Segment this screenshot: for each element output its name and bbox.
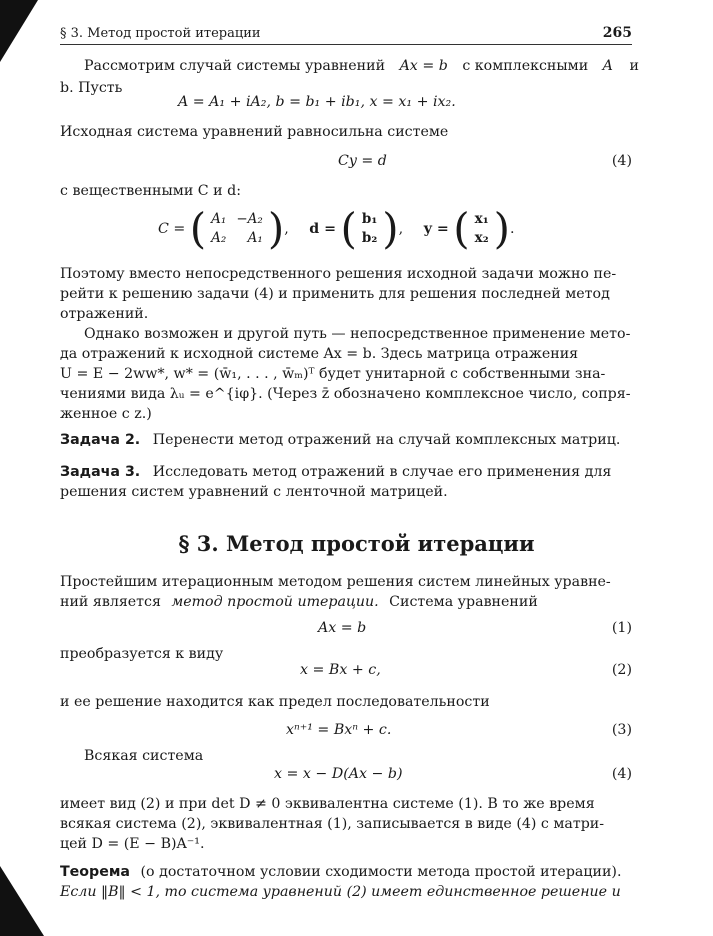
p3-line3: отражений. <box>60 306 149 322</box>
matrix-C <box>206 210 268 248</box>
p3-line1: Поэтому вместо непосредственного решения исходной задачи можно пе- <box>60 266 617 282</box>
p5-text-b: Система уравнений <box>389 594 538 610</box>
equation-number-3: (3) <box>611 722 632 738</box>
vector-d <box>357 210 382 248</box>
text-after-eq1: преобразуется к виду <box>60 646 224 662</box>
matrix-C-label: C = <box>158 221 186 237</box>
equation-3: xⁿ⁺¹ = Bxⁿ + c. <box>286 722 392 738</box>
p4-line2: да отражений к исходной системе Ax = b. Здесь матрица отражения <box>60 346 579 362</box>
text-after-eq2: и ее решение находится как предел последовательности <box>60 694 490 710</box>
p6-line1: имеет вид (2) и при det D ≠ 0 эквивалентна системе (1). В то же время <box>60 796 595 812</box>
p5-line1: Простейшим итерационным методом решения систем линейных уравне- <box>60 574 611 590</box>
p1-text-a: Рассмотрим случай системы уравнений <box>84 58 386 74</box>
matrix-C-cell: −A₂ <box>236 211 263 227</box>
task2-label: Задача 2. <box>60 432 141 448</box>
p1-line1 <box>84 56 639 76</box>
equation-2: x = Bx + c, <box>300 662 381 678</box>
p1-text-d: и <box>629 58 639 74</box>
theorem-label: Теорема <box>60 864 130 880</box>
p1-text-c: A <box>602 58 613 74</box>
theorem-line1 <box>60 862 621 882</box>
task3-line2: решения систем уравнений с ленточной матрицей. <box>60 484 448 500</box>
p2-line: Исходная система уравнений равносильна системе <box>60 124 449 140</box>
vector-y <box>470 210 494 248</box>
task3-line1 <box>60 462 611 482</box>
running-header <box>60 22 632 45</box>
matrix-display: C = ( A₁ −A₂ A₂ A₁ ), d = ( b₁ b₂ ), y = ( x₁ x₂ ). <box>158 204 515 253</box>
p6-line2: всякая система (2), эквивалентная (1), записывается в виде (4) с матри- <box>60 816 605 832</box>
p1-line2: b. Пусть <box>60 80 123 96</box>
equation-1: Ax = b <box>318 620 367 636</box>
text-after-eq3: Всякая система <box>84 748 204 764</box>
p4-line5: женное с z.) <box>60 406 152 422</box>
p5-line2 <box>60 592 538 612</box>
equation-4: x = x − D(Ax − b) <box>274 766 403 782</box>
scan-shadow-top <box>0 0 38 62</box>
p1-text-b: с комплексными <box>462 58 589 74</box>
p3-line2: рейти к решению задачи (4) и применить для решения последней метод <box>60 286 610 302</box>
equation-number-4: (4) <box>611 766 632 782</box>
p5-text-a: ний является <box>60 594 161 610</box>
scan-shadow-bottom <box>0 866 44 936</box>
p5-emphasis: метод простой итерации. <box>171 594 379 610</box>
page-number: 265 <box>602 25 632 41</box>
task2-text: Перенести метод отражений на случай комплексных матриц. <box>152 432 621 448</box>
vector-y-label: y = <box>423 221 449 237</box>
matrix-C-cell: A₁ <box>247 230 263 246</box>
p4-line1: Однако возможен и другой путь — непосредственное применение мето- <box>84 326 631 342</box>
vector-d-label: d = <box>309 221 336 237</box>
equation-number-1: (1) <box>611 620 632 636</box>
section-heading: § 3. Метод простой итерации <box>178 531 535 556</box>
p4-line4: чениями вида λᵤ = e^{iφ}. (Через z̄ обозначено комплексное число, сопря- <box>60 386 631 402</box>
equation-number-2: (2) <box>611 662 632 678</box>
p6-line3: цей D = (E − B)A⁻¹. <box>60 836 205 852</box>
vector-y-cell: x₂ <box>474 230 489 246</box>
p2-after: с вещественными C и d: <box>60 183 242 199</box>
header-section-title: § 3. Метод простой итерации <box>60 26 261 41</box>
p1-definitions: A = A₁ + iA₂, b = b₁ + ib₁, x = x₁ + ix₂. <box>178 94 456 110</box>
task3-label: Задача 3. <box>60 464 141 480</box>
p1-equation: Ax = b <box>399 58 448 74</box>
task2 <box>60 430 620 450</box>
theorem-subtitle: (о достаточном условии сходимости метода простой итерации). <box>140 864 622 880</box>
p4-line3: U = E − 2ww*, w* = (w̄₁, . . . , w̄ₘ)ᵀ будет унитарной с собственными зна- <box>60 366 606 382</box>
equation-Cy-d: Cy = d <box>338 153 387 169</box>
vector-d-cell: b₁ <box>361 211 378 227</box>
equation-number-4a: (4) <box>611 153 632 169</box>
task3-text1: Исследовать метод отражений в случае его применения для <box>152 464 612 480</box>
matrix-C-cell: A₁ <box>211 211 227 227</box>
matrix-C-cell: A₂ <box>211 230 227 246</box>
vector-d-cell: b₂ <box>361 230 378 246</box>
theorem-line2: Если ‖B‖ < 1, то система уравнений (2) имеет единственное решение и <box>60 884 621 900</box>
vector-y-cell: x₁ <box>474 211 489 227</box>
